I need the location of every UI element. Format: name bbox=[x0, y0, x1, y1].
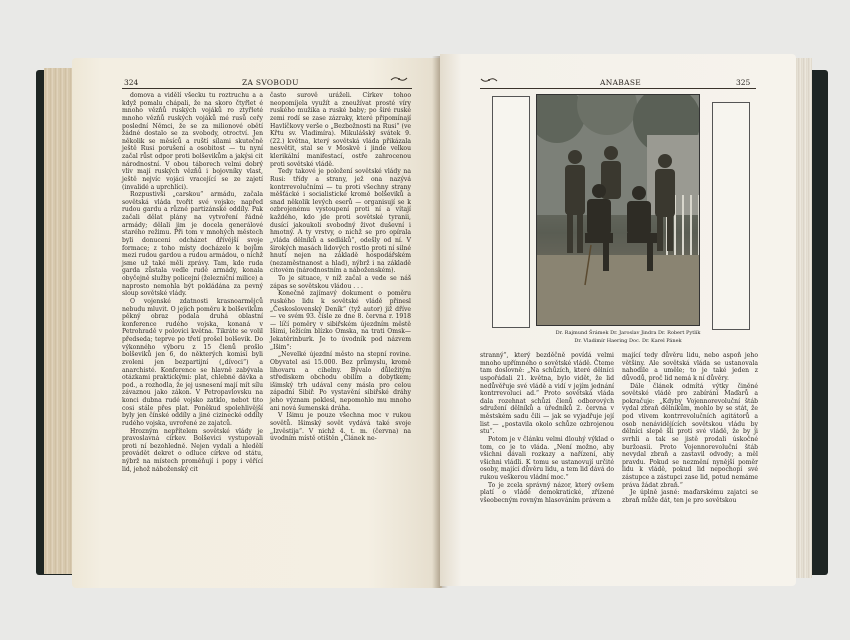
paragraph: Je úplně jasné: maďarskému zajatci se zbraň může dát, ten je pro sovětskou bbox=[622, 489, 758, 504]
text-column-right bbox=[270, 92, 411, 582]
paragraph: O vojenské zdatnosti krasnoarmějců nebudu mluvit. O jejich poměru k bolševikům pěkný obraz podala druhá oblastní konference rudého vojska, konaná v Petrohradě v polovici května. Tikráte se volil předseda; teprve po třetí prošel bolševik. Do výkonného výboru z 15 členů prošlo bolševiků jen 6, do některých komisí byli zvoleni jen bezpartijní („dívoci“) a anarchisté. Konference se hlavně zabývala otázkami praktickými: plat, chlebné dávka a pod., a rozhodla, že jej usnesení mají mít sílu závaznou jako zákon. V Petropavlovsku na konci dubna rudé vojsko zatklo, nebot tito cosi stále přes plat. Poněkud spolehlivější byly jen čínské oddíly a jiné cizinecké oddíly rudého vojska, uvrořené ze zajatců. bbox=[122, 297, 263, 427]
running-head: ZA SVOBODU bbox=[242, 78, 299, 87]
paragraph: Tedy takové je položení sovětské vlády na Rusi: třídy a strany, jež ona nazývá kontrrevolučními — tu proti všechny strany měšťácké i socialistické kromě bolševiků a snad několik levých eserů — organisují se k ozbrojenému vystoupení proti ní a vítají každého, kdo jde proti sovětské tyranii, dusící jakoukoli svobodný život duševní i hmotný. A ty vrstvy, o nichž se pro opírala „vláda dělníků a sedláků“, odešly od ní. V širokých masách lidových rostlo proti ní silné hnutí nejen na základě hospodářském (nezaměstnanost a hlad), nýbrž i na základě citovém (národnostním a náboženském). bbox=[270, 168, 411, 275]
page-number: 325 bbox=[736, 78, 751, 87]
running-head: ANABASE bbox=[600, 78, 642, 87]
paragraph: domova a vidělí všecku tu roztruchu a a když pomalu chápali, že na skoro čtyřlet é mnoho vězňů ruských vojáků ro ztyřleté mnoho vězňů ruských vojáků mé rusů ceřy poslední Němci, že se za milionové obětí žádné dostalo se za svobody, otroctví. Jen několik se měsíců a ruští sílami skutečně ještě Rusi porušení a osobitost — tu nyní začal růst odpor proti bolševikům a jakýsi cit národnostní. V obou táborech velmi dobrý vliv mají ruských vězňů i bojovníky vlast, ještě nejvíc vojáci vracející se ze zajetí (invalidé a uprchlíci). bbox=[122, 92, 263, 191]
ornament-icon bbox=[390, 75, 408, 85]
left-page bbox=[72, 58, 442, 588]
header-rule bbox=[480, 88, 756, 89]
photo-caption-line-1: Dr. Rajmund Šrámek Dr. Jaroslav Jindra Dr. Robert Pytlík bbox=[555, 330, 701, 336]
left-blank-panel bbox=[492, 96, 530, 328]
page-number: 324 bbox=[124, 78, 139, 87]
group-photo bbox=[536, 94, 700, 326]
paragraph: To je zcela správný názor, který ovšem platí o vládě demokratické, zřízené všeobecným rovným hlasováním právem a bbox=[480, 481, 614, 504]
paragraph: Hrozným nepřítelem sovětské vlády je pravoslavná církev. Bolševici vystupovali proti ní bezohledně. Nejen vydali a hledělí provádět dekret o odluce církve od státu, nýbrž na místech proměňují i popy i věřící lid, jehož náboženský cit bbox=[122, 427, 263, 473]
right-blank-panel bbox=[712, 102, 750, 330]
paragraph: To je situace, v níž začal a vede se náš zápas se sovětskou vládou . . . bbox=[270, 275, 411, 290]
text-column-left bbox=[122, 92, 263, 582]
right-page bbox=[440, 54, 796, 586]
header-rule bbox=[122, 88, 412, 89]
text-column-right bbox=[622, 352, 758, 582]
paragraph: Konečně zajímavý dokument o poměru ruského lidu k sovětské vládě přinesl „Československý Deník“ (tyž autor) již dříve — ve svém 93. čísle ze dne 8. června r. 1918 — líčí poměry v sibiřském újezdním městě Išimi, ležícím blízko Omska, na trati Omsk—Jekatěrinburk. Je to úvodník pod názvem „Išim“: bbox=[270, 290, 411, 351]
paragraph: stranný“, který bezděčně povídá velmi mnoho upřímného o sovětské vládě. Čteme tam doslovně: „Na schůzích, které dělníci uspořádali 21. května, bylo vidět, že lid nedůvěřuje své vládě a vidí v jejím jednání kontrrevoluci ad.“ Proto sovětská vláda dala rozehnat schůzi členů odborových sdružení dělníků a úředníků 2. června v městském sadu čili — jak se vyjadřuje její list — „postavila okolo schůze ozbrojenou stu“. bbox=[480, 352, 614, 436]
paragraph: Dále článek odmítá výtky činěné sovětské vládě pro zabírání Maďarů a pokračuje: „Kdyby Vojennorevoluční štáb vydal zbraň dělníkům, mohlo by se stát, že pod vlivem kontrrevolučních agitátorů a osob nenávidějících sovětskou vládu by dělníci slepě šli proti své vládě, že by ji svrhli a tak se jistě prodali úskočné buržoasii. Proto Vojennorevoluční štáb nevydal zbraň a zastavil odvody; a měl pravdu. Pokud se nezmění nynější poměr lidu k vládě, pokud lid nepochopí své zástupce a zástupci zase lid, potud nemáme práva žádat zbraň.“ bbox=[622, 382, 758, 489]
paragraph: často surově uráželi. Církev tohoo neopomíjela využít a zneužívat prosté víry ruského mužika a ruské baby; po širé ruské zemi rodí se zase zázraky, které připomínají Havlíčkovy verše o „Bezbožnosti na Rusi“ (ve Křtu sv. Vladimíra). Mikulášský svátek 9. (22.) května, který sovětská vláda přikázala nesvětit, stal se v Moskvě i jinde velkou klerikální manifestací, ostře zahrocenou proti sovětské vládě. bbox=[270, 92, 411, 168]
paragraph: Potom je v článku velmi dlouhý výklad o tom, co je to vláda. „Není možno, aby všichni dávali rozkazy a nařízení, aby všichni vládli. K tomu se ustanovují určité osoby, mající důvěru lidu, a tem lid dává do rukou veškerou vládní moc.“ bbox=[480, 435, 614, 481]
paragraph: mající tedy důvěru lidu, nebo aspoň jeho většiny. Ale sovětská vláda se ustanovala nahodile a uměle; to je také jeden z důvodů, proč lid nemá k ní důvěry. bbox=[622, 352, 758, 382]
ornament-icon bbox=[480, 76, 498, 86]
paragraph: „Nevelké újezdní město na stepní rovine. Obyvatel asi 15.000. Bez průmyslu, kromě lihovaru a cihelny. Bývalo důležitým střediskem obchodu obilím a dobytkem; išimský trh udával ceny másla pro celou západní Sibiř. Po vystavění sibiřské dráhy jeho význam poklesl, nepomohlo mu mnoho ani nová šumenská dráha. bbox=[270, 351, 411, 412]
paragraph: Rozpustivši „carskou“ armádu, začala sovětská vláda tvořit své vojsko; napřed rudou gardu a různé partizánské oddíly. Pak začali dělat plány na vytvoření řádné armády; dělali jim je docela generálové starého režimu. Při tom v mnohých městech byli donuceni odcházet dřívější svoje formace; z toho místy docházelo k bojům mezi rudou gardou a rudou armádou, o nichž jsme už také měli zprávy. Tam, kde ruda garda zůstala vedle rudé armády, konala obyčejně služby policejní (železniční milice) a naprosto nemohla být pokládána za pevný sloup sovětské vlády. bbox=[122, 191, 263, 298]
text-column-left bbox=[480, 352, 614, 582]
paragraph: V Išimu je pouze všechna moc v rukou sovětů. Išimský sovět vydává také svoje „Izvěstija“. V nichž 4. t. m. (června) na úvodním místě otištěn „Článek ne- bbox=[270, 412, 411, 443]
photo-caption-line-2: Dr. Vladimír Haering Doc. Dr. Karel Pánek bbox=[574, 338, 682, 344]
